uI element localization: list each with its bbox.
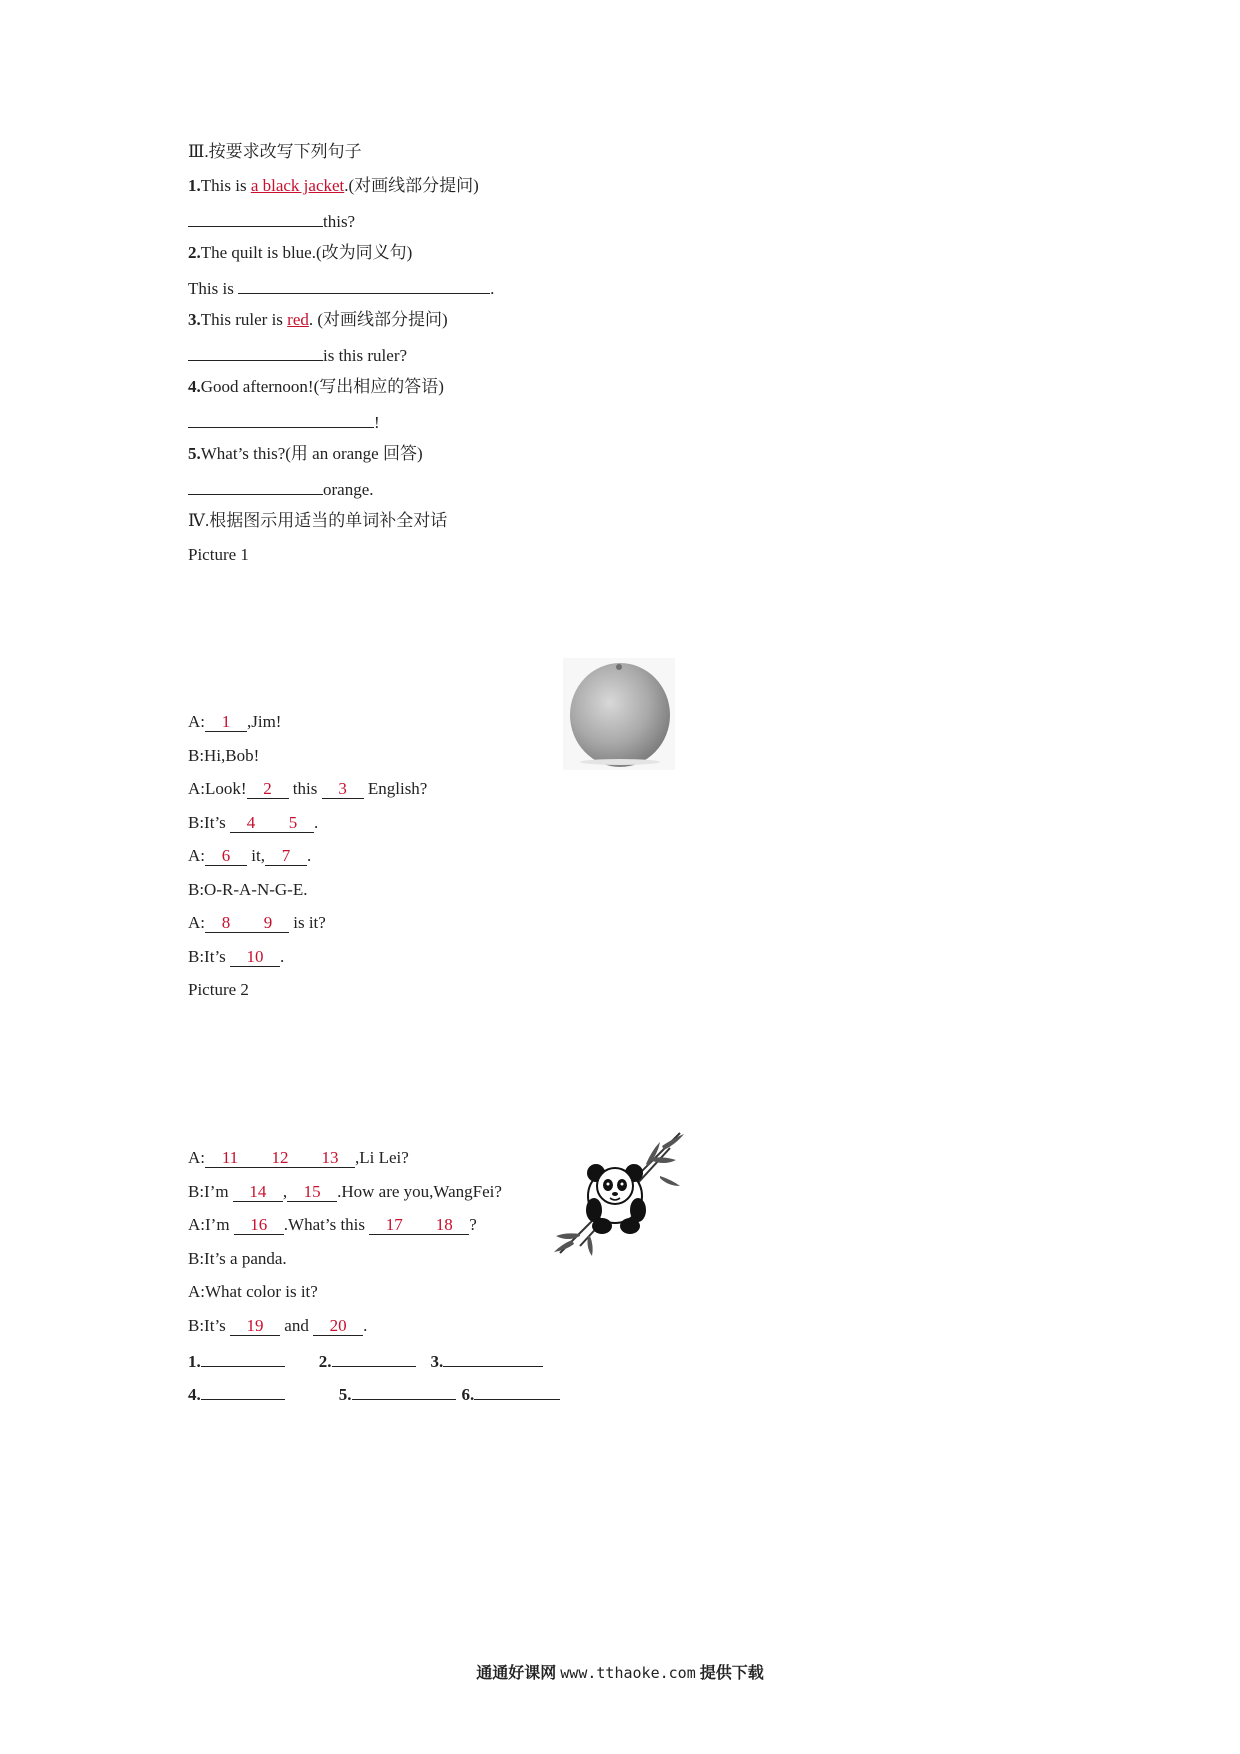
q4-number: 4. (188, 377, 201, 396)
answer-3-blank[interactable] (443, 1349, 543, 1367)
d1-blank-10[interactable]: 10 (230, 948, 280, 967)
d1-blank-7[interactable]: 7 (265, 847, 307, 866)
d2-line5: A:What color is it? (188, 1282, 318, 1301)
footer (0, 1660, 1240, 1683)
q1-answer-tail: this? (323, 212, 356, 231)
q1-underlined: a black jacket (250, 176, 345, 195)
q5-answer-tail: orange. (323, 480, 374, 499)
q3-post: . (对画线部分提问) (308, 310, 448, 329)
footer-tail: 提供下载 (699, 1665, 764, 1682)
q1-answer-line (188, 209, 355, 233)
q2-blank[interactable] (238, 276, 490, 294)
q2-answer-head: This is (188, 279, 239, 298)
q3-prompt (188, 309, 448, 331)
q1-pre: This is (200, 176, 251, 195)
q2-prompt (188, 242, 412, 264)
picture1-label: Picture 1 (188, 545, 249, 564)
q5-blank[interactable] (188, 477, 323, 495)
answer-2-number: 2. (318, 1352, 332, 1371)
d1-blank-3[interactable]: 3 (322, 780, 364, 799)
d1-l4-lead: B:It’s (188, 813, 231, 832)
section3-heading: Ⅲ.按要求改写下列句子 (188, 142, 362, 161)
d2-l2-lead: B:I’m (188, 1182, 233, 1201)
d2-blank-20[interactable]: 20 (313, 1317, 363, 1336)
q2-answer-line (188, 276, 494, 300)
d2-blank-13[interactable]: 13 (305, 1149, 355, 1168)
answer-1-blank[interactable] (201, 1349, 285, 1367)
footer-url[interactable]: www.tthaoke.com (560, 1664, 696, 1682)
q5-number: 5. (188, 444, 201, 463)
d2-l6-tail: . (363, 1316, 368, 1335)
d1-l5-mid: it, (247, 846, 265, 865)
q2-number: 2. (188, 243, 201, 262)
d1-line5 (188, 845, 311, 867)
q5-text: What’s this?(用 an orange 回答) (200, 444, 423, 463)
d1-l5-tail: . (306, 846, 312, 865)
d1-l5-speaker: A: (188, 846, 205, 865)
q3-number: 3. (188, 310, 201, 329)
answer-6-number: 6. (461, 1385, 475, 1404)
d1-l8-lead: B:It’s (188, 947, 231, 966)
picture2-label: Picture 2 (188, 980, 249, 999)
d2-blank-19[interactable]: 19 (230, 1317, 280, 1336)
d2-l1-speaker: A: (188, 1148, 205, 1167)
q1-blank[interactable] (188, 209, 323, 227)
q3-answer-line (188, 343, 407, 367)
d1-blank-4[interactable]: 4 (230, 814, 272, 833)
d2-line4: B:It’s a panda. (188, 1249, 287, 1268)
d1-line4 (188, 812, 318, 834)
d1-l8-tail: . (280, 947, 285, 966)
d1-l1-text: ,Jim! (247, 712, 282, 731)
footer-site: 通通好课网 (476, 1665, 557, 1682)
d1-blank-9[interactable]: 9 (247, 914, 289, 933)
answer-5-number: 5. (338, 1385, 352, 1404)
q2-answer-tail: . (490, 279, 495, 298)
answer-row-1 (188, 1349, 543, 1373)
answer-4-number: 4. (188, 1385, 201, 1404)
answer-3-number: 3. (430, 1352, 444, 1371)
d1-line1 (188, 711, 281, 733)
d2-line2 (188, 1181, 502, 1203)
q2-text: The quilt is blue.(改为同义句) (200, 243, 413, 262)
d1-l3-tail: English? (363, 779, 428, 798)
d2-blank-14[interactable]: 14 (233, 1183, 283, 1202)
answer-4-blank[interactable] (201, 1382, 285, 1400)
q3-pre: This ruler is (200, 310, 288, 329)
d2-line3 (188, 1214, 477, 1236)
d1-line2: B:Hi,Bob! (188, 746, 260, 765)
d2-blank-12[interactable]: 12 (255, 1149, 305, 1168)
d2-l6-lead: B:It’s (188, 1316, 231, 1335)
d1-line7 (188, 912, 326, 934)
d1-blank-2[interactable]: 2 (247, 780, 289, 799)
d1-l1-speaker: A: (188, 712, 205, 731)
answer-6-blank[interactable] (474, 1382, 560, 1400)
d1-blank-8[interactable]: 8 (205, 914, 247, 933)
answer-1-number: 1. (188, 1352, 201, 1371)
d2-blank-15[interactable]: 15 (287, 1183, 337, 1202)
d2-blank-11[interactable]: 11 (205, 1149, 255, 1168)
d1-l7-speaker: A: (188, 913, 205, 932)
q3-answer-tail: is this ruler? (323, 346, 408, 365)
answer-row-2 (188, 1382, 560, 1406)
q4-answer-tail: ! (374, 413, 380, 432)
q3-underlined: red (287, 310, 309, 329)
q5-prompt (188, 443, 423, 465)
d2-blank-16[interactable]: 16 (234, 1216, 284, 1235)
d2-l2-comma: , (282, 1182, 288, 1201)
d2-l3-tail: ? (469, 1215, 477, 1234)
d2-l3-mid: .What’s this (283, 1215, 370, 1234)
q5-answer-line (188, 477, 374, 501)
d2-blank-18[interactable]: 18 (419, 1216, 469, 1235)
q1-number: 1. (188, 176, 201, 195)
d2-l3-lead: A:I’m (188, 1215, 234, 1234)
d1-line6: B:O-R-A-N-G-E. (188, 880, 308, 899)
d2-blank-17[interactable]: 17 (369, 1216, 419, 1235)
panda-picture (550, 1128, 690, 1258)
q1-post: .(对画线部分提问) (344, 176, 479, 195)
section4-heading: Ⅳ.根据图示用适当的单词补全对话 (188, 511, 448, 530)
q4-blank[interactable] (188, 410, 374, 428)
d1-l3-mid: this (288, 779, 322, 798)
d1-l4-tail: . (314, 813, 319, 832)
d1-line3 (188, 778, 427, 800)
q4-text: Good afternoon!(写出相应的答语) (200, 377, 444, 396)
d1-blank-5[interactable]: 5 (272, 814, 314, 833)
d2-line6 (188, 1315, 367, 1337)
d1-blank-1[interactable]: 1 (205, 713, 247, 732)
orange-picture (563, 658, 675, 770)
answer-5-blank[interactable] (352, 1382, 456, 1400)
d2-l6-mid: and (280, 1316, 314, 1335)
d2-l1-tail: ,Li Lei? (355, 1148, 409, 1167)
d1-l3-lead: A:Look! (188, 779, 247, 798)
d2-line1 (188, 1147, 409, 1169)
d1-l7-tail: is it? (289, 913, 326, 932)
q4-answer-line (188, 410, 380, 434)
answer-2-blank[interactable] (332, 1349, 416, 1367)
q3-blank[interactable] (188, 343, 323, 361)
d1-blank-6[interactable]: 6 (205, 847, 247, 866)
d2-l2-tail: .How are you,WangFei? (337, 1182, 502, 1201)
d1-line8 (188, 946, 284, 968)
q4-prompt (188, 376, 444, 398)
q1-prompt (188, 175, 479, 197)
